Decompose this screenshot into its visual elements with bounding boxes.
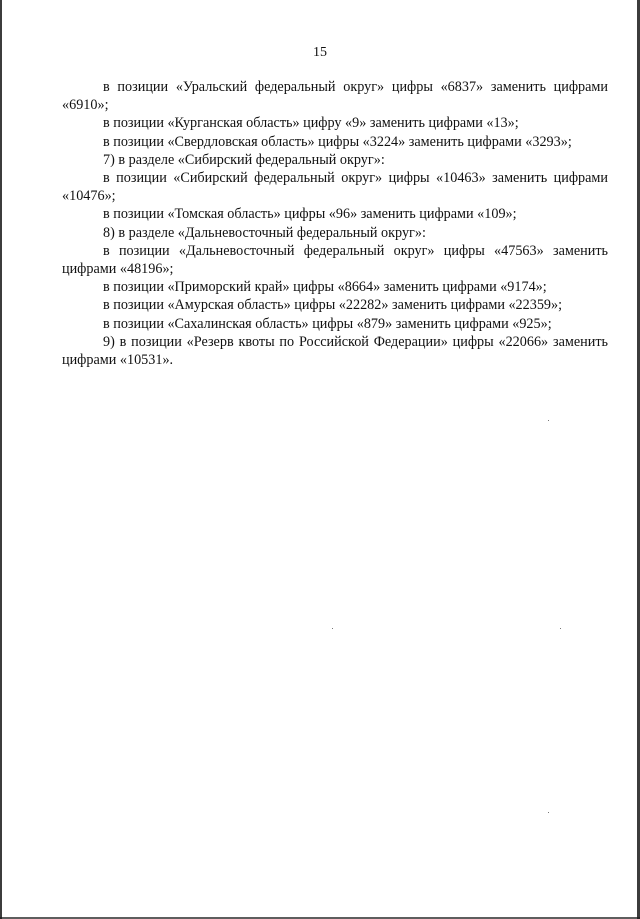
page-number: 15: [313, 45, 327, 60]
paragraph-ural-federal-district: в позиции «Уральский федеральный округ» цифры «6837» заменить цифрами «6910»;: [62, 79, 608, 114]
scan-speck: [332, 628, 333, 629]
paragraph-sakhalin-region: в позиции «Сахалинская область» цифры «879» заменить цифрами «925»;: [103, 315, 552, 332]
paragraph-reserve-quota: 9) в позиции «Резерв квоты по Российской Федерации» цифры «22066» заменить цифрами «10531».: [62, 333, 608, 369]
scan-edge-left: [0, 0, 2, 919]
paragraph-sverdlovsk-region: в позиции «Свердловская область» цифры «3224» заменить цифрами «3293»;: [103, 133, 572, 150]
paragraph-tomsk-region: в позиции «Томская область» цифры «96» заменить цифрами «109»;: [103, 206, 517, 223]
scan-speck: [548, 812, 549, 813]
scan-speck: [560, 628, 561, 629]
paragraph-primorsky-krai: в позиции «Приморский край» цифры «8664» заменить цифрами «9174»;: [103, 279, 547, 296]
scan-speck: [548, 420, 549, 421]
paragraph-amur-region: в позиции «Амурская область» цифры «22282» заменить цифрами «22359»;: [103, 297, 563, 314]
document-body: [62, 78, 608, 369]
paragraph-section-siberian: 7) в разделе «Сибирский федеральный округ»:: [103, 151, 385, 168]
paragraph-kurgan-region: в позиции «Курганская область» цифру «9» заменить цифрами «13»;: [103, 115, 519, 132]
paragraph-far-eastern-federal-district: в позиции «Дальневосточный федеральный округ» цифры «47563» заменить цифрами «48196»;: [62, 242, 608, 278]
paragraph-section-far-eastern: 8) в разделе «Дальневосточный федеральный округ»:: [103, 224, 426, 241]
paragraph-siberian-federal-district: в позиции «Сибирский федеральный округ» цифры «10463» заменить цифрами «10476»;: [62, 170, 608, 205]
